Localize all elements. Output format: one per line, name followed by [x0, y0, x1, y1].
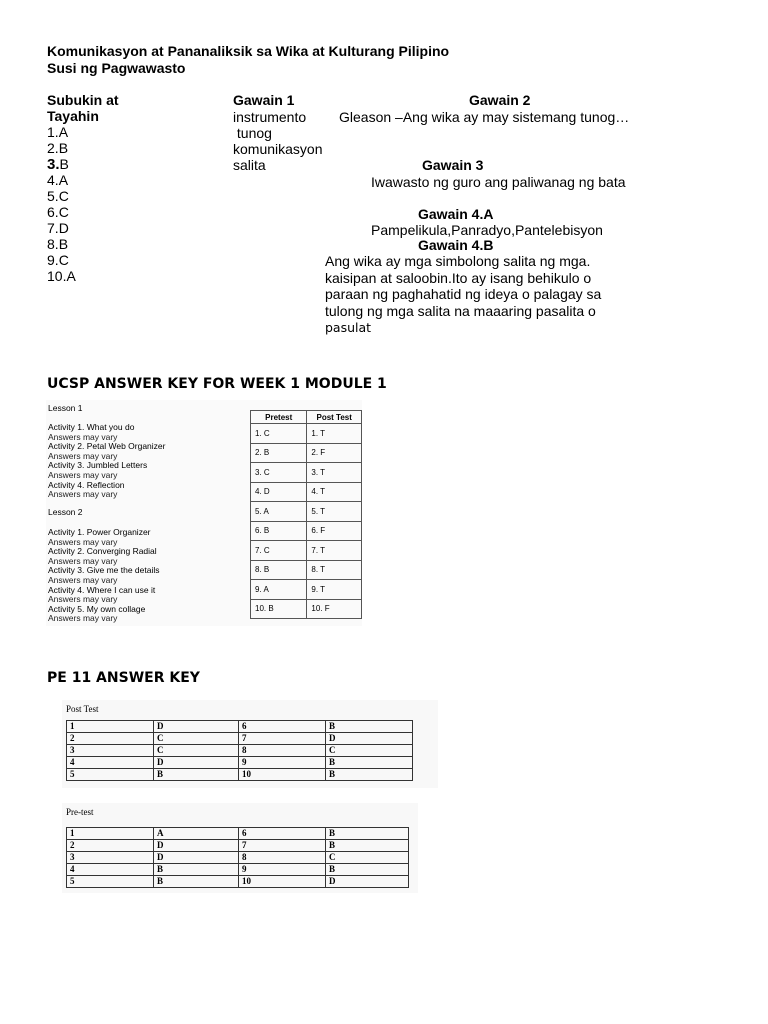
- table-cell: 8. B: [251, 560, 307, 580]
- gawain3-answer: Iwawasto ng guro ang paliwanag ng bata: [371, 174, 626, 190]
- ucsp-activity-name: Activity 2. Converging Radial: [48, 546, 157, 557]
- document-subtitle: Susi ng Pagwawasto: [47, 60, 186, 76]
- table-cell: 9. T: [307, 580, 362, 600]
- table-cell: 2: [67, 733, 154, 745]
- table-cell: 9. A: [251, 580, 307, 600]
- table-header: Pretest: [251, 411, 307, 424]
- table-cell: 5. A: [251, 502, 307, 522]
- table-cell: 9: [239, 864, 326, 876]
- table-cell: 5: [67, 876, 154, 888]
- table-cell: D: [154, 721, 239, 733]
- subukin-answer-item: [47, 172, 76, 188]
- gawain4b-line: kaisipan at saloobin.Ito ay isang behikulo o: [325, 269, 592, 286]
- table-cell: 6. B: [251, 521, 307, 541]
- table-cell: 7. C: [251, 541, 307, 561]
- table-cell: 7: [239, 840, 326, 852]
- table-cell: 2. B: [251, 443, 307, 463]
- table-cell: 4. D: [251, 482, 307, 502]
- answer-letter: B: [59, 156, 69, 172]
- table-row: [67, 745, 413, 757]
- answer-number: 4.: [47, 172, 59, 188]
- table-row: [67, 769, 413, 781]
- gawain3-heading: Gawain 3: [422, 157, 484, 173]
- table-cell: B: [326, 757, 413, 769]
- answer-letter: C: [58, 252, 69, 268]
- table-cell: 4: [67, 864, 154, 876]
- subukin-label: Subukin at: [47, 92, 119, 108]
- pe-post-test-image: [62, 700, 438, 788]
- subukin-answer-item: [47, 204, 76, 220]
- table-row: [251, 443, 362, 463]
- table-cell: B: [326, 864, 409, 876]
- table-cell: D: [154, 852, 239, 864]
- table-row: [251, 463, 362, 483]
- table-cell: 8: [239, 852, 326, 864]
- ucsp-pretest-posttest-table: [250, 410, 362, 619]
- table-row: [67, 828, 409, 840]
- answer-letter: A: [58, 124, 69, 140]
- gawain1-heading: Gawain 1: [233, 92, 295, 108]
- table-cell: B: [326, 721, 413, 733]
- table-cell: 6: [239, 721, 326, 733]
- pe-heading: PE 11 ANSWER KEY: [47, 670, 200, 686]
- table-row: [251, 521, 362, 541]
- table-cell: B: [154, 864, 239, 876]
- table-cell: C: [326, 852, 409, 864]
- table-row: [67, 721, 413, 733]
- table-cell: B: [154, 876, 239, 888]
- table-cell: 8: [239, 745, 326, 757]
- gawain1-item: salita: [233, 157, 266, 173]
- ucsp-activity-answer: Answers may vary: [48, 489, 118, 500]
- table-cell: C: [326, 745, 413, 757]
- subukin-answer-item: [47, 236, 76, 252]
- table-row: [251, 502, 362, 522]
- table-cell: 4: [67, 757, 154, 769]
- answer-number: 9.: [47, 252, 59, 268]
- table-cell: 6. F: [307, 521, 362, 541]
- answer-number: 10.: [47, 268, 67, 284]
- ucsp-lesson1-label: Lesson 1: [48, 403, 83, 413]
- gawain4a-answer: Pampelikula,Panradyo,Pantelebisyon: [371, 222, 603, 238]
- table-cell: B: [326, 840, 409, 852]
- table-row: [67, 864, 409, 876]
- ucsp-activity-name: Activity 1. What you do: [48, 422, 135, 432]
- pe-post-test-caption: Post Test: [66, 704, 99, 714]
- ucsp-activity-answer: Answers may vary: [48, 536, 118, 547]
- gawain4b-answer: [325, 253, 601, 337]
- answer-letter: A: [66, 268, 76, 284]
- table-cell: 2. F: [307, 443, 362, 463]
- answer-number: 8.: [47, 236, 59, 252]
- table-cell: 9: [239, 757, 326, 769]
- subukin-answer-item: [47, 188, 76, 204]
- answer-number: 1.: [47, 124, 59, 140]
- table-header: Post Test: [307, 411, 362, 424]
- answer-number: 6.: [47, 204, 59, 220]
- subukin-answer-list: [47, 124, 76, 284]
- subukin-answer-item: [47, 156, 76, 172]
- ucsp-activity-answer: Answers may vary: [48, 555, 118, 566]
- ucsp-activity-name: Activity 3. Give me the details: [48, 565, 160, 576]
- subukin-answer-item: [47, 124, 76, 140]
- ucsp-answer-key-image: [46, 400, 362, 626]
- ucsp-activity-answer: Answers may vary: [48, 450, 118, 461]
- table-row: [67, 757, 413, 769]
- ucsp-activity-answer: Answers may vary: [48, 575, 118, 585]
- table-cell: 7. T: [307, 541, 362, 561]
- table-row: [251, 580, 362, 600]
- gawain1-item: tunog: [233, 125, 272, 141]
- gawain2-answer: Gleason –Ang wika ay may sistemang tunog…: [339, 109, 630, 125]
- answer-letter: D: [58, 220, 69, 236]
- ucsp-activity-name: Activity 4. Where I can use it: [48, 584, 156, 595]
- table-cell: 3. T: [307, 463, 362, 483]
- table-row: [67, 733, 413, 745]
- table-cell: 8. T: [307, 560, 362, 580]
- table-row: [67, 840, 409, 852]
- table-cell: A: [154, 828, 239, 840]
- table-cell: 3. C: [251, 463, 307, 483]
- gawain1-item: komunikasyon: [233, 141, 323, 157]
- ucsp-activity-answer: Answers may vary: [48, 613, 118, 624]
- ucsp-activity-name: Activity 2. Petal Web Organizer: [48, 441, 166, 452]
- subukin-answer-item: [47, 140, 76, 156]
- gawain4b-line: paraan ng paghahatid ng ideya o palagay sa: [325, 286, 602, 302]
- table-cell: 4. T: [307, 482, 362, 502]
- table-cell: D: [154, 840, 239, 852]
- table-cell: 10: [239, 876, 326, 888]
- table-cell: 5: [67, 769, 154, 781]
- document-title: Komunikasyon at Pananaliksik sa Wika at Kulturang Pilipino: [47, 43, 450, 59]
- answer-number: 5.: [47, 188, 59, 204]
- table-row: [67, 852, 409, 864]
- table-cell: 10. B: [251, 599, 307, 619]
- table-row: [251, 424, 362, 444]
- tayahin-label: Tayahin: [47, 108, 99, 124]
- table-cell: B: [154, 769, 239, 781]
- table-cell: 6: [239, 828, 326, 840]
- ucsp-activity-answer: Answers may vary: [48, 594, 118, 605]
- gawain4b-line: tulong ng mga salita na maaaring pasalita o: [325, 302, 596, 319]
- pe-post-test-table: [66, 720, 413, 781]
- table-cell: 1. T: [307, 424, 362, 444]
- gawain4b-line: Ang wika ay mga simbolong salita ng mga.: [325, 253, 591, 269]
- gawain4a-heading: Gawain 4.A: [418, 206, 494, 222]
- table-cell: 10. F: [307, 599, 362, 619]
- table-row: [251, 560, 362, 580]
- answer-letter: A: [58, 172, 69, 188]
- table-cell: 1: [67, 828, 154, 840]
- table-cell: 1. C: [251, 424, 307, 444]
- ucsp-heading: UCSP ANSWER KEY FOR WEEK 1 MODULE 1: [47, 376, 387, 392]
- table-cell: 10: [239, 769, 326, 781]
- answer-letter: C: [58, 188, 69, 204]
- pe-pre-test-image: [62, 803, 418, 893]
- table-cell: 2: [67, 840, 154, 852]
- answer-letter: B: [58, 236, 69, 252]
- table-cell: 7: [239, 733, 326, 745]
- table-cell: 3: [67, 852, 154, 864]
- gawain4b-heading: Gawain 4.B: [418, 237, 494, 253]
- gawain4b-line: pasulat: [325, 320, 372, 335]
- answer-number: 2.: [47, 140, 59, 156]
- table-cell: D: [326, 876, 409, 888]
- table-cell: D: [154, 757, 239, 769]
- ucsp-activity-answer: Answers may vary: [48, 431, 118, 442]
- gawain1-answer-list: [233, 109, 323, 173]
- pe-pre-test-table: [66, 827, 409, 888]
- table-cell: B: [326, 828, 409, 840]
- ucsp-lesson2-label: Lesson 2: [48, 507, 83, 517]
- table-row: [251, 599, 362, 619]
- gawain2-heading: Gawain 2: [469, 92, 531, 108]
- answer-letter: B: [58, 140, 69, 156]
- table-cell: 3: [67, 745, 154, 757]
- table-cell: 1: [67, 721, 154, 733]
- subukin-answer-item: [47, 220, 76, 236]
- answer-number: 3.: [47, 156, 60, 173]
- table-cell: C: [154, 745, 239, 757]
- table-row: [251, 482, 362, 502]
- table-cell: 5. T: [307, 502, 362, 522]
- subukin-answer-item: [47, 268, 76, 284]
- answer-number: 7.: [47, 220, 59, 236]
- table-row: [251, 541, 362, 561]
- table-cell: B: [326, 769, 413, 781]
- table-row: [67, 876, 409, 888]
- ucsp-activity-name: Activity 3. Jumbled Letters: [48, 460, 148, 471]
- ucsp-activity-name: Activity 1. Power Organizer: [48, 527, 151, 537]
- gawain1-item: instrumento: [233, 109, 307, 125]
- table-cell: D: [326, 733, 413, 745]
- table-cell: C: [154, 733, 239, 745]
- pe-pre-test-caption: Pre-test: [66, 807, 94, 817]
- ucsp-activity-answer: Answers may vary: [48, 470, 118, 480]
- ucsp-activity-name: Activity 5. My own collage: [48, 603, 146, 614]
- subukin-answer-item: [47, 252, 76, 268]
- answer-letter: C: [58, 204, 69, 220]
- ucsp-activity-name: Activity 4. Reflection: [48, 479, 125, 490]
